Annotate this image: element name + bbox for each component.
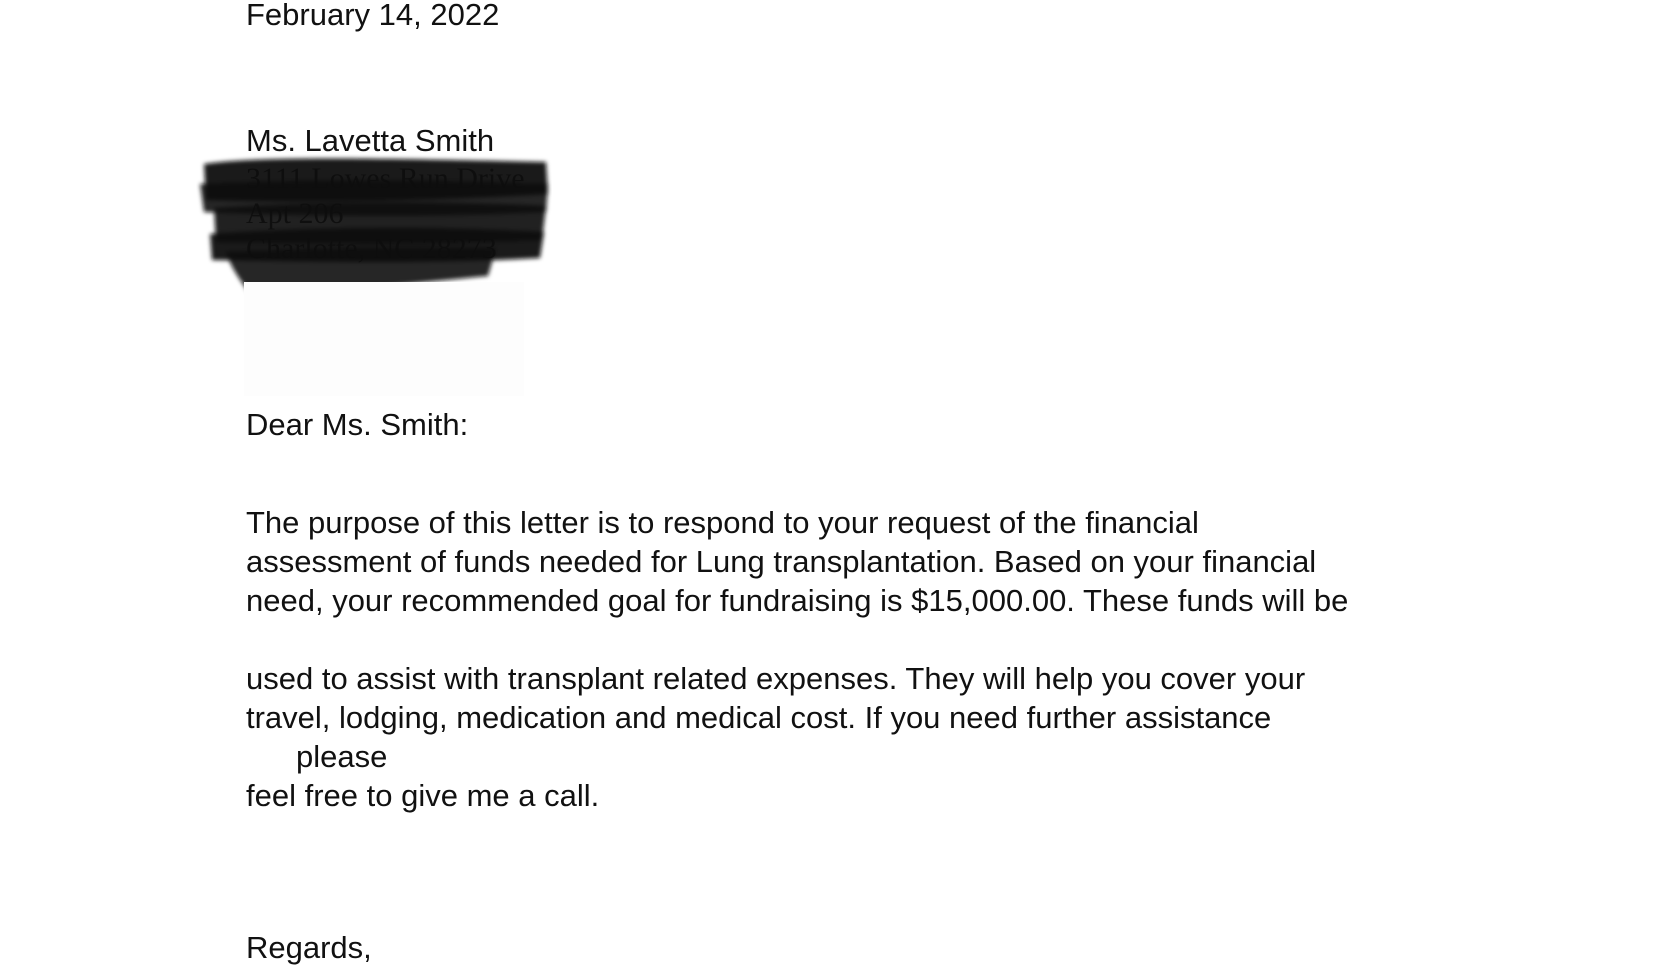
faint-background-area (244, 282, 524, 396)
body-line: The purpose of this letter is to respond to your request of the financial (246, 505, 1199, 540)
recipient-name: Ms. Lavetta Smith (246, 123, 495, 158)
salutation: Dear Ms. Smith: (246, 407, 469, 442)
body-line: assessment of funds needed for Lung transplantation. Based on your financial (246, 544, 1317, 579)
body-line: need, your recommended goal for fundraising is $15,000.00. These funds will be (246, 583, 1349, 618)
closing: Regards, (246, 930, 372, 965)
body-line: please (296, 739, 388, 774)
body-line: travel, lodging, medication and medical cost. If you need further assistance (246, 700, 1272, 735)
letter-date: February 14, 2022 (246, 0, 500, 32)
body-line: feel free to give me a call. (246, 778, 600, 813)
body-line: used to assist with transplant related expenses. They will help you cover your (246, 661, 1306, 696)
